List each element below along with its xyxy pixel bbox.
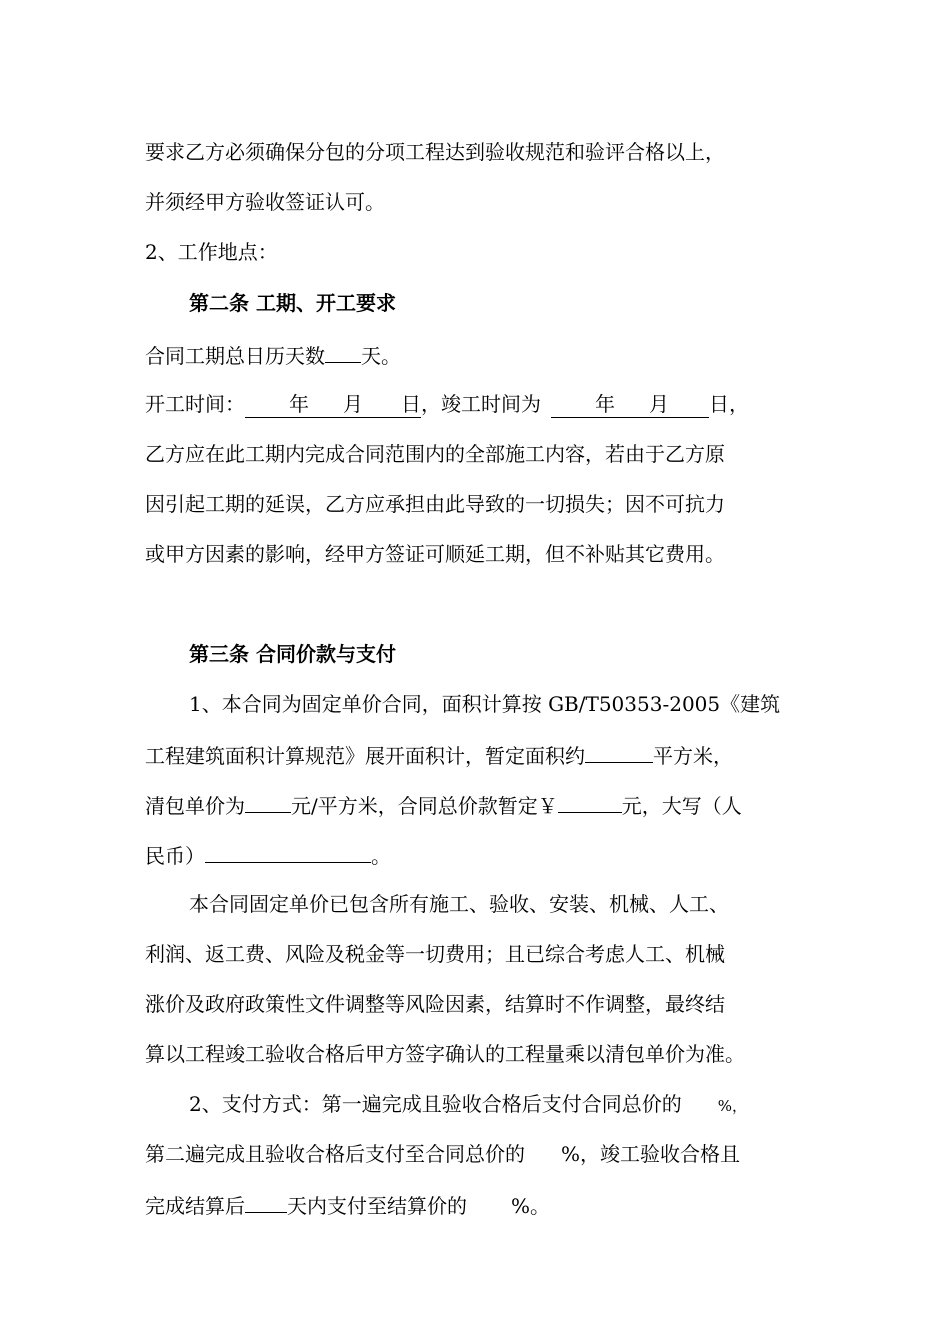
duration-blank [325,340,361,363]
start-label: 开工时间： [145,392,245,416]
article2-heading: 第二条 工期、开工要求 [189,291,396,315]
schedule-line [145,390,749,418]
paragraph-line: 本合同固定单价已包含所有施工、验收、安装、机械、人工、 [189,892,729,916]
area-line [145,740,733,770]
unit-price-label: 清包单价为 [145,794,245,818]
paragraph-line: 算以工程竣工验收合格后甲方签字确认的工程量乘以清包单价为准。 [145,1042,745,1066]
paragraph-line: 乙方应在此工期内完成合同范围内的全部施工内容，若由于乙方原 [145,442,725,466]
payment-line [145,1140,740,1168]
area-text: 工程建筑面积计算规范》展开面积计，暂定面积约 [145,744,585,768]
payment-line [145,1190,550,1220]
paragraph-line: 1、本合同为固定单价合同，面积计算按 GB/T50353-2005《建筑 [189,692,781,716]
start-date-field [245,391,421,418]
settlement-label: 完成结算后 [145,1194,245,1218]
total-price-label: 元/平方米，合同总价款暂定￥ [291,794,558,818]
contract-duration-line [145,340,401,370]
payment-text: 第二遍完成且验收合格后支付至合同总价的 [145,1142,525,1166]
unit-price-blank [245,790,291,813]
paragraph-line: 因引起工期的延误，乙方应承担由此导致的一切损失；因不可抗力 [145,492,725,516]
duration-suffix: 天。 [361,344,401,368]
duration-prefix: 合同工期总日历天数 [145,344,325,368]
completion-month: 月 [649,392,669,416]
article3-heading: 第三条 合同价款与支付 [189,642,396,666]
payment-text: 2、支付方式：第一遍完成且验收合格后支付合同总价的 [189,1092,682,1116]
paragraph-line: 并须经甲方验收签证认可。 [145,190,385,214]
percent-mark: %。 [511,1194,551,1218]
percent-mark: %，竣工验收合格且 [561,1142,741,1166]
price-line [145,790,742,820]
capital-label: 元，大写（人 [621,794,742,818]
paragraph-line: 涨价及政府政策性文件调整等风险因素，结算时不作调整，最终结 [145,992,725,1016]
paragraph-line: 利润、返工费、风险及税金等一切费用；且已综合考虑人工、机械 [145,942,725,966]
percent-mark: %， [717,1097,747,1115]
capital-amount-blank [205,840,371,863]
capital-amount-line [145,840,391,870]
completion-date-field [551,391,709,418]
rmb-label: 民币） [145,844,205,868]
total-price-blank [558,790,622,813]
start-month: 月 [343,392,363,416]
days-blank [245,1190,287,1213]
period: 。 [371,844,391,868]
start-year: 年 [289,392,309,416]
completion-label: ，竣工时间为 [421,392,541,416]
area-unit: 平方米， [653,744,733,768]
completion-day: 日， [709,392,749,416]
start-day: 日 [401,392,421,416]
settlement-text: 天内支付至结算价的 [287,1194,467,1218]
payment-line [189,1090,747,1120]
work-location-line: 2、工作地点： [145,240,278,264]
paragraph-line: 或甲方因素的影响，经甲方签证可顺延工期，但不补贴其它费用。 [145,542,725,566]
paragraph-line: 要求乙方必须确保分包的分项工程达到验收规范和验评合格以上， [145,140,725,164]
completion-year: 年 [595,392,615,416]
area-blank [585,740,653,763]
